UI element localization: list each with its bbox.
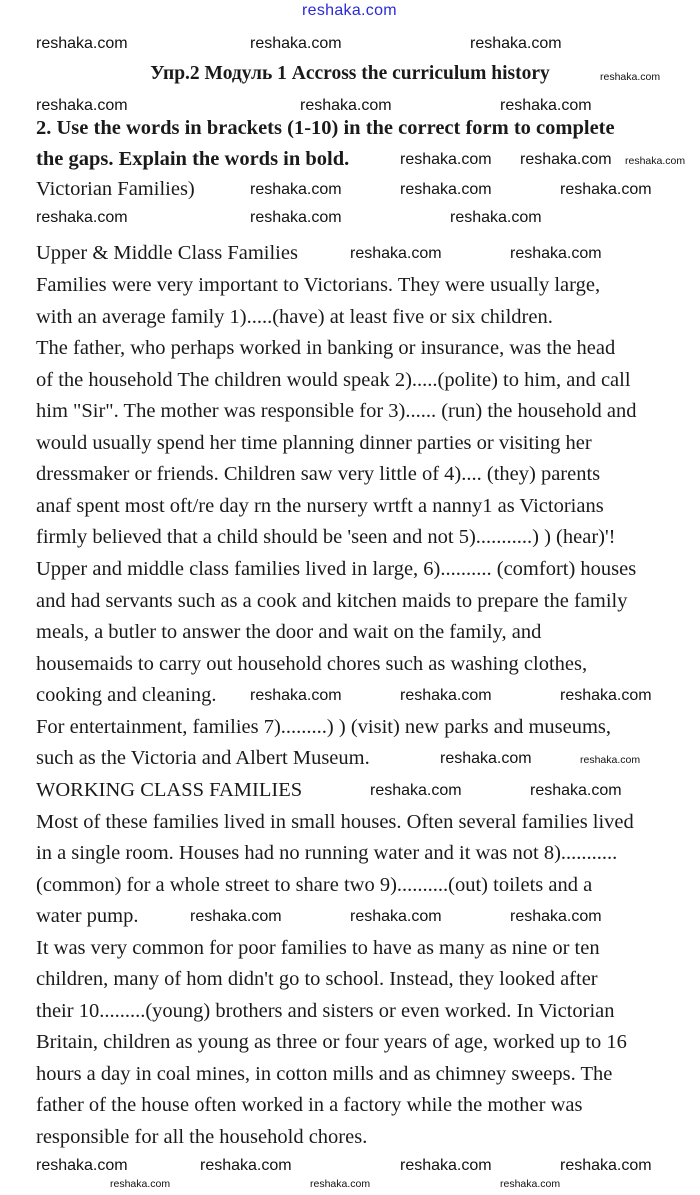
watermark: reshaka.com	[625, 155, 686, 167]
watermark: reshaka.com	[370, 782, 462, 799]
watermark: reshaka.com	[470, 35, 562, 52]
text-line: would usually spend her time planning dinner parties or visiting her	[36, 432, 592, 454]
page-title: Упр.2 Модуль 1 Accross the curriculum history	[150, 63, 550, 84]
text-line: cooking and cleaning.	[36, 684, 217, 706]
watermark: reshaka.com	[350, 245, 442, 262]
watermark: reshaka.com	[500, 1178, 561, 1190]
watermark: reshaka.com	[500, 97, 592, 114]
watermark: reshaka.com	[190, 908, 282, 925]
watermark: reshaka.com	[520, 151, 612, 168]
watermark: reshaka.com	[450, 209, 542, 226]
text-line: Upper and middle class families lived in large, 6).......... (comfort) houses	[36, 558, 637, 580]
watermark: reshaka.com	[400, 1157, 492, 1174]
watermark: reshaka.com	[510, 908, 602, 925]
watermark: reshaka.com	[510, 245, 602, 262]
text-line: him "Sir". The mother was responsible for 3)...... (run) the household and	[36, 400, 637, 422]
text-line: Families were very important to Victorians. They were usually large,	[36, 274, 601, 296]
watermark: reshaka.com	[580, 754, 641, 766]
instruction-line: the gaps. Explain the words in bold.	[36, 148, 350, 170]
text-line: with an average family 1).....(have) at least five or six children.	[36, 306, 553, 328]
watermark: reshaka.com	[560, 181, 652, 198]
instruction-line: 2. Use the words in brackets (1-10) in the correct form to complete	[36, 117, 615, 139]
text-line: anaf spent most oft/re day rn the nursery wrtft a nanny1 as Victorians	[36, 495, 604, 517]
text-line: and had servants such as a cook and kitchen maids to prepare the family	[36, 590, 628, 612]
watermark: reshaka.com	[400, 181, 492, 198]
text-line: children, many of hom didn't go to school. Instead, they looked after	[36, 968, 598, 990]
watermark: reshaka.com	[300, 97, 392, 114]
text-line: father of the house often worked in a factory while the mother was	[36, 1094, 583, 1116]
text-line: (common) for a whole street to share two 9)..........(out) toilets and a	[36, 874, 593, 896]
watermark: reshaka.com	[560, 687, 652, 704]
text-line: in a single room. Houses had no running water and it was not 8)...........	[36, 842, 618, 864]
watermark: reshaka.com	[400, 687, 492, 704]
section-heading: Upper & Middle Class Families	[36, 242, 298, 264]
text-line: housemaids to carry out household chores such as washing clothes,	[36, 653, 588, 675]
text-line: their 10.........(young) brothers and sisters or even worked. In Victorian	[36, 1000, 615, 1022]
watermark: reshaka.com	[36, 35, 128, 52]
watermark: reshaka.com	[110, 1178, 171, 1190]
watermark: reshaka.com	[310, 1178, 371, 1190]
watermark: reshaka.com	[250, 35, 342, 52]
section-heading: WORKING CLASS FAMILIES	[36, 779, 303, 801]
watermark: reshaka.com	[250, 687, 342, 704]
watermark: reshaka.com	[36, 1157, 128, 1174]
watermark: reshaka.com	[560, 1157, 652, 1174]
text-line: responsible for all the household chores.	[36, 1126, 368, 1148]
text-line: of the household The children would speak 2).....(polite) to him, and call	[36, 369, 631, 391]
text-heading: Victorian Families)	[36, 178, 195, 200]
watermark: reshaka.com	[250, 209, 342, 226]
text-line: firmly believed that a child should be 'seen and not 5)...........) ) (hear)'!	[36, 526, 616, 548]
watermark: reshaka.com	[36, 209, 128, 226]
watermark: reshaka.com	[350, 908, 442, 925]
text-line: meals, a butler to answer the door and wait on the family, and	[36, 621, 542, 643]
text-line: For entertainment, families 7).........) ) (visit) new parks and museums,	[36, 716, 612, 738]
text-line: water pump.	[36, 905, 139, 927]
watermark: reshaka.com	[530, 782, 622, 799]
watermark: reshaka.com	[400, 151, 492, 168]
text-line: dressmaker or friends. Children saw very little of 4).... (they) parents	[36, 463, 601, 485]
text-line: Most of these families lived in small houses. Often several families lived	[36, 811, 634, 833]
watermark: reshaka.com	[200, 1157, 292, 1174]
text-line: Britain, children as young as three or four years of age, worked up to 16	[36, 1031, 627, 1053]
text-line: such as the Victoria and Albert Museum.	[36, 747, 370, 769]
watermark: reshaka.com	[250, 181, 342, 198]
site-link[interactable]: reshaka.com	[302, 2, 397, 19]
watermark: reshaka.com	[36, 97, 128, 114]
watermark: reshaka.com	[600, 71, 661, 83]
watermark: reshaka.com	[440, 750, 532, 767]
text-line: It was very common for poor families to have as many as nine or ten	[36, 937, 600, 959]
text-line: The father, who perhaps worked in banking or insurance, was the head	[36, 337, 616, 359]
text-line: hours a day in coal mines, in cotton mills and as chimney sweeps. The	[36, 1063, 613, 1085]
